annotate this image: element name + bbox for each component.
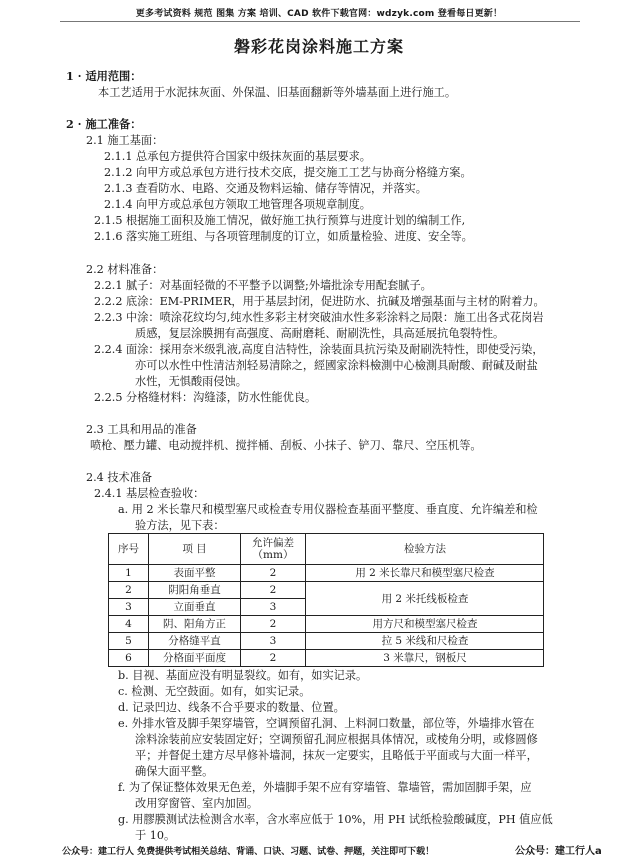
section-2-4-heading: 2.4 技术准备	[86, 471, 153, 484]
table-header-cell: 项 目	[148, 533, 240, 564]
table-cell: 拉 5 米线和尺检查	[305, 632, 544, 649]
list-item: 2.1.2 向甲方或总承包方进行技术交底，提交施工工艺与协商分格缝方案。	[104, 166, 472, 179]
list-item: 2.1.6 落实施工班组、与各项管理制度的订立，如质量检验、进度、安全等。	[94, 230, 473, 243]
list-item: g. 用膠膜测试法检测含水率，含水率应低于 10%，用 PH 试纸检验酸碱度，PH 值应低	[118, 813, 553, 826]
list-item: f. 为了保证整体效果无色差，外墙脚手架不应有穿墙管、靠墙管，需加固脚手架，应	[118, 781, 532, 794]
table-cell: 6	[108, 649, 148, 666]
section-2-heading: 2 · 施工准备：	[66, 117, 142, 131]
table-cell: 5	[108, 632, 148, 649]
list-item: 2.2.5 分格缝材料：沟缝漆，防水性能优良。	[94, 391, 317, 404]
table-cell: 2	[240, 615, 305, 632]
list-item: e. 外排水管及脚手架穿墙管，空调预留孔洞、上料洞口数量，部位等，外墙排水管在	[118, 717, 535, 730]
list-item: 2.2.2 底涂：EM-PRIMER，用于基层封闭，促进防水、抗碱及增强基面与主材的附着力。	[94, 295, 545, 308]
table-cell: 3	[240, 598, 305, 615]
list-item-continuation: 涂料涂装前应安装固定好；空调预留孔洞应根据具体情况，或棱角分明，或修圆修	[135, 733, 538, 746]
table-cell: 分格缝平直	[148, 632, 240, 649]
table-cell: 立面垂直	[148, 598, 240, 615]
list-item-continuation: 改用穿窗管、室内加固。	[135, 797, 259, 810]
table-cell: 2	[240, 649, 305, 666]
list-item: 2.2.3 中涂：喷涂花纹均匀,纯水性多彩主材突破油水性多彩涂料之局限：施工出各式花岗岩	[94, 311, 544, 324]
table-cell: 阴、阳角方正	[148, 615, 240, 632]
document-title: 磐彩花岗涂料施工方案	[233, 37, 404, 56]
list-item-continuation: 水性，无惧酸雨侵蚀。	[135, 375, 247, 388]
table-cell: 2	[240, 581, 305, 598]
table-cell: 2	[240, 564, 305, 581]
table-cell-merged: 用 2 米托线板检查	[305, 581, 544, 615]
section-2-3-heading: 2.3 工具和用品的准备	[86, 423, 197, 436]
table-cell: 阴阳角垂直	[148, 581, 240, 598]
list-item: b. 目视、基面应没有明显裂纹。如有，如实记录。	[118, 669, 368, 682]
table-cell: 3 米靠尺，钢板尺	[305, 649, 544, 666]
list-item: 2.1.4 向甲方或总承包方领取工地管理各项规章制度。	[104, 198, 371, 211]
list-item-continuation: 亦可以水性中性清洁剂轻易清除之，經國家涂料檢測中心檢測具耐酸、耐碱及耐盐	[135, 359, 538, 372]
list-item: 2.1.3 查看防水、电路、交通及物料运输、储存等情况，并落实。	[104, 182, 427, 195]
list-item: d. 记录凹边、线条不合乎要求的数量、位置。	[118, 701, 345, 714]
section-2-1-heading: 2.1 施工基面：	[86, 134, 164, 147]
table-cell: 3	[240, 632, 305, 649]
list-item: a. 用 2 米长靠尺和模型塞尺或检查专用仪器检查基面平整度、垂直度、允许编差和检	[118, 503, 538, 516]
table-header-cell: 检验方法	[305, 533, 544, 564]
table-header-cell: 允许偏差（mm）	[240, 533, 305, 564]
list-item: c. 检测、无空鼓面。如有，如实记录。	[118, 685, 311, 698]
list-item-continuation: 平；并督促土建方尽早修补墙洞，抹灰一定要实，且略低于平面或与大面一样平，	[135, 749, 538, 762]
list-item: 2.1.5 根据施工面积及施工情况，做好施工执行预算与进度计划的编制工作,	[94, 214, 466, 227]
table-cell: 表面平整	[148, 564, 240, 581]
section-2-4-1-heading: 2.4.1 基层检查验收：	[94, 487, 205, 500]
section-2-3-text: 喷枪、壓力罐、电动搅拌机、搅拌桶、刮板、小抹子、铲刀、靠尺、空压机等。	[90, 439, 482, 452]
inspection-table	[108, 533, 544, 667]
section-1-heading: 1 · 适用范围：	[66, 69, 142, 83]
table-cell: 分格面平面度	[148, 649, 240, 666]
table-header-cell: 序号	[108, 533, 148, 564]
section-2-2-heading: 2.2 材料准备：	[86, 263, 164, 276]
list-item: 2.2.4 面涂：採用奈米级乳液,高度自洁特性，涂装面具抗污染及耐刷洗特性，即使受污染，	[94, 343, 544, 356]
table-cell: 3	[108, 598, 148, 615]
list-item-continuation: 确保大面平整。	[135, 765, 214, 778]
table-cell: 用方尺和模型塞尺检查	[305, 615, 544, 632]
list-item-continuation: 于 10。	[135, 829, 176, 842]
list-item: 2.2.1 腻子：对基面轻微的不平整予以调整;外墙批涂专用配套腻子。	[94, 279, 432, 292]
top-banner: 更多考试资料 规范 图集 方案 培训、CAD 软件下载官网：wdzyk.com 登看每日更新！	[135, 9, 503, 19]
table-cell: 2	[108, 581, 148, 598]
footer-note: 公众号：建工行人 免费提供考试相关总结、背诵、口诀、习题、试卷、押题，关注即可下载！	[62, 847, 435, 857]
table-cell: 用 2 米长靠尺和模型塞尺检查	[305, 564, 544, 581]
table-cell: 4	[108, 615, 148, 632]
footer-watermark: 公众号：建工行人a	[515, 846, 602, 857]
table-cell: 1	[108, 564, 148, 581]
section-1-text: 本工艺适用于水泥抹灰面、外保温、旧基面翻新等外墙基面上进行施工。	[98, 86, 457, 99]
list-item-continuation: 验方法，见下表：	[135, 519, 225, 532]
list-item-continuation: 质感，复层涂膜拥有高强度、高耐磨耗、耐刷洗性，具高延展抗龟裂特性。	[135, 327, 505, 340]
list-item: 2.1.1 总承包方提供符合国家中级抹灰面的基层要求。	[104, 150, 371, 163]
banner-divider	[60, 21, 580, 22]
